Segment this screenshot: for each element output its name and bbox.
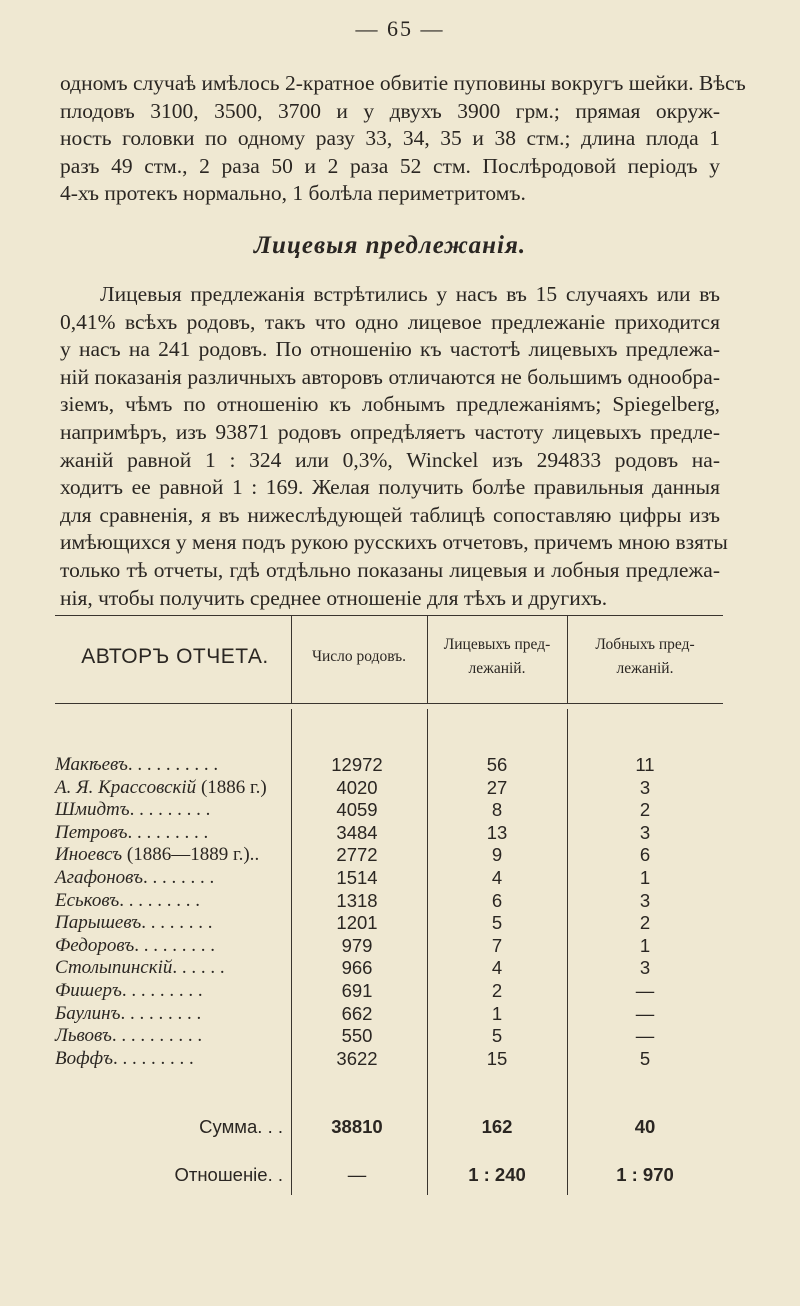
text-line: имѣющихся у меня подъ рукою русскихъ отчетовъ, причемъ мною взяты	[60, 530, 728, 555]
section-heading: Лицевыя предлежанія.	[253, 232, 527, 259]
face-cell: 27	[486, 776, 508, 798]
sum-row	[55, 1116, 723, 1138]
table-row	[55, 777, 723, 799]
births-cell: 4059	[336, 799, 378, 821]
report-year: (1886 г.)	[200, 776, 267, 798]
leader-dots: .	[254, 844, 260, 866]
brow-cell: 5	[639, 1047, 651, 1069]
author-cell	[55, 777, 287, 799]
ratio-brow: 1 : 970	[616, 1164, 674, 1185]
header-face	[427, 633, 567, 681]
table-row	[55, 890, 723, 912]
text-line: ній показанія различныхъ авторовъ отличаются не большимъ однообра-	[60, 364, 720, 389]
statistics-table	[55, 615, 723, 1205]
leader-dots: . . . . . . . . .	[127, 821, 209, 843]
text-line: у насъ на 241 родовъ. По отношенію къ частотѣ лицевыхъ предлежа-	[60, 337, 720, 362]
leader-dots: . . . . . . . . . .	[127, 754, 219, 775]
face-cell: 13	[486, 821, 508, 843]
leader-dots: . . . . . . . . .	[121, 980, 203, 1001]
face-cell: 6	[491, 889, 503, 911]
face-cell: 15	[486, 1047, 508, 1069]
face-cell: 7	[491, 934, 503, 956]
leader-dots: . . . . . .	[172, 957, 225, 979]
brow-cell: —	[635, 1002, 655, 1024]
table-top-rule	[55, 615, 723, 616]
author-name: Львовъ	[55, 1025, 112, 1047]
face-cell: 8	[491, 799, 503, 821]
leader-dots: . . . . . . . . .	[120, 1002, 202, 1024]
text-line: 4-хъ протекъ нормально, 1 болѣла периметритомъ.	[60, 181, 526, 206]
face-cell: 2	[491, 980, 503, 1001]
ratio-births: —	[347, 1164, 367, 1185]
author-name: Шмидтъ	[55, 799, 130, 821]
header-face-line: лежаній.	[468, 660, 526, 677]
births-cell: 1514	[336, 867, 378, 888]
face-cell: 4	[491, 867, 503, 888]
births-cell: 550	[341, 1025, 373, 1047]
table-row	[55, 1048, 723, 1070]
text-line: одномъ случаѣ имѣлось 2-кратное обвитіе пуповины вокругъ шейки. Вѣсъ	[60, 71, 746, 95]
leader-dots: . . . . . . . . .	[119, 889, 200, 911]
brow-cell: 2	[639, 912, 651, 934]
author-cell	[55, 867, 287, 889]
header-brow-line: лежаній.	[616, 660, 674, 677]
face-cell: 1	[491, 1002, 503, 1024]
table-row	[55, 1025, 723, 1047]
table-row	[55, 844, 723, 866]
face-cell: 5	[491, 912, 503, 934]
header-brow-line: Лобныхъ пред-	[595, 636, 695, 653]
author-cell	[55, 1003, 287, 1025]
face-cell: 9	[491, 844, 503, 866]
header-author: АВТОРЪ ОТЧЕТА.	[81, 645, 269, 668]
text-line: только тѣ отчеты, гдѣ отдѣльно показаны лицевыя и лобныя предлежа-	[60, 557, 720, 582]
brow-cell: —	[635, 1025, 655, 1047]
paragraph-2	[60, 281, 728, 612]
brow-cell: 1	[639, 934, 651, 956]
face-cell: 56	[486, 754, 508, 775]
births-cell: 1318	[336, 889, 378, 911]
sum-brow: 40	[634, 1116, 656, 1137]
text-line: нія, чтобы получить среднее отношеніе для тѣхъ и другихъ.	[60, 585, 608, 610]
header-face-line: Лицевыхъ пред-	[443, 636, 551, 653]
text-line: разъ 49 стм., 2 раза 50 и 2 раза 52 стм. Послѣродовой періодъ у	[60, 153, 720, 178]
births-cell: 966	[341, 957, 373, 979]
report-year: (1886—1889 г.).	[126, 844, 255, 866]
text-line: Лицевыя предлежанія встрѣтились у насъ въ 15 случаяхъ или въ	[100, 282, 720, 306]
brow-cell: 6	[639, 844, 651, 866]
brow-cell: 11	[635, 754, 655, 775]
table-row	[55, 935, 723, 957]
author-name: Иноевсъ	[55, 844, 123, 866]
author-cell	[55, 799, 287, 821]
births-cell: 1201	[336, 912, 378, 934]
leader-dots: . . . . . . . . .	[112, 1047, 194, 1069]
author-cell	[55, 935, 287, 957]
brow-cell: —	[635, 980, 655, 1001]
table-row	[55, 1003, 723, 1025]
author-name: Баулинъ	[55, 1002, 121, 1024]
brow-cell: 1	[639, 867, 651, 888]
table-row	[55, 980, 723, 1002]
brow-cell: 3	[639, 889, 651, 911]
author-name: Еськовъ	[55, 889, 120, 911]
author-name: Макѣевъ	[55, 754, 128, 775]
table-row	[55, 754, 723, 776]
sum-face: 162	[481, 1116, 513, 1137]
births-cell: 662	[341, 1002, 373, 1024]
births-cell: 2772	[336, 844, 378, 866]
brow-cell: 3	[639, 957, 651, 979]
author-cell	[55, 754, 287, 776]
ratio-row	[55, 1164, 723, 1186]
author-cell	[55, 957, 287, 979]
author-name: Агафоновъ	[55, 867, 144, 888]
births-cell: 3622	[336, 1047, 378, 1069]
births-cell: 4020	[336, 776, 378, 798]
text-line: жаній равной 1 : 324 или 0,3%, Winckel изъ 294833 родовъ на-	[60, 447, 720, 472]
author-cell	[55, 1025, 287, 1047]
sum-births: 38810	[331, 1116, 383, 1137]
author-cell	[55, 822, 287, 844]
table-row	[55, 822, 723, 844]
text-line: зіемъ, чѣмъ по отношенію къ лобнымъ предлежаніямъ; Spiegelberg,	[60, 392, 720, 417]
header-births: Число родовъ.	[311, 648, 407, 665]
brow-cell: 3	[639, 821, 651, 843]
text-line: ходитъ ее равной 1 : 169. Желая получить болѣе правильныя данныя	[60, 475, 720, 500]
paragraph-1	[60, 70, 746, 208]
ratio-label: Отношеніе. .	[174, 1164, 283, 1185]
author-name: А. Я. Красcовскій	[55, 776, 197, 798]
table-row	[55, 912, 723, 934]
table-row	[55, 957, 723, 979]
author-name: Петровъ	[55, 821, 128, 843]
leader-dots: . . . . . . . .	[143, 867, 215, 888]
brow-cell: 2	[639, 799, 651, 821]
author-cell	[55, 912, 287, 934]
face-cell: 5	[491, 1025, 503, 1047]
author-name: Парышевъ	[55, 912, 142, 934]
brow-cell: 3	[639, 776, 651, 798]
author-name: Фишеръ	[55, 980, 122, 1001]
sum-label: Сумма. . .	[199, 1116, 283, 1137]
table-row	[55, 799, 723, 821]
text-line: для сравненія, я въ нижеслѣдующей таблицѣ сопоставляю цифры изъ	[60, 502, 720, 527]
author-cell	[55, 890, 287, 912]
text-line: напримѣръ, изъ 93871 родовъ опредѣляетъ частоту лицевыхъ предле-	[60, 419, 720, 444]
header-brow	[567, 633, 723, 681]
text-line: 0,41% всѣхъ родовъ, такъ что одно лицевое предлежаніе приходится	[60, 309, 720, 334]
page-number: — 65 —	[355, 16, 445, 41]
text-line: ность головки по одному разу 33, 34, 35 и 38 стм.; длина плода 1	[60, 126, 720, 151]
leader-dots: . . . . . . . . .	[129, 799, 211, 821]
author-name: Столыпинскій	[55, 957, 173, 979]
births-cell: 12972	[331, 754, 383, 775]
author-cell	[55, 980, 287, 1002]
leader-dots: . . . . . . . . . .	[111, 1025, 203, 1047]
births-cell: 691	[341, 980, 373, 1001]
table-header-rule	[55, 703, 723, 704]
author-name: Воффъ	[55, 1047, 113, 1069]
leader-dots: . . . . . . . . .	[134, 934, 215, 956]
author-cell	[55, 844, 287, 866]
births-cell: 979	[341, 934, 373, 956]
face-cell: 4	[491, 957, 503, 979]
births-cell: 3484	[336, 821, 378, 843]
leader-dots: . . . . . . . .	[141, 912, 213, 934]
text-line: плодовъ 3100, 3500, 3700 и у двухъ 3900 грм.; прямая окруж-	[60, 98, 720, 123]
table-row	[55, 867, 723, 889]
author-cell	[55, 1048, 287, 1070]
author-name: Федоровъ	[55, 934, 135, 956]
ratio-face: 1 : 240	[468, 1164, 526, 1185]
